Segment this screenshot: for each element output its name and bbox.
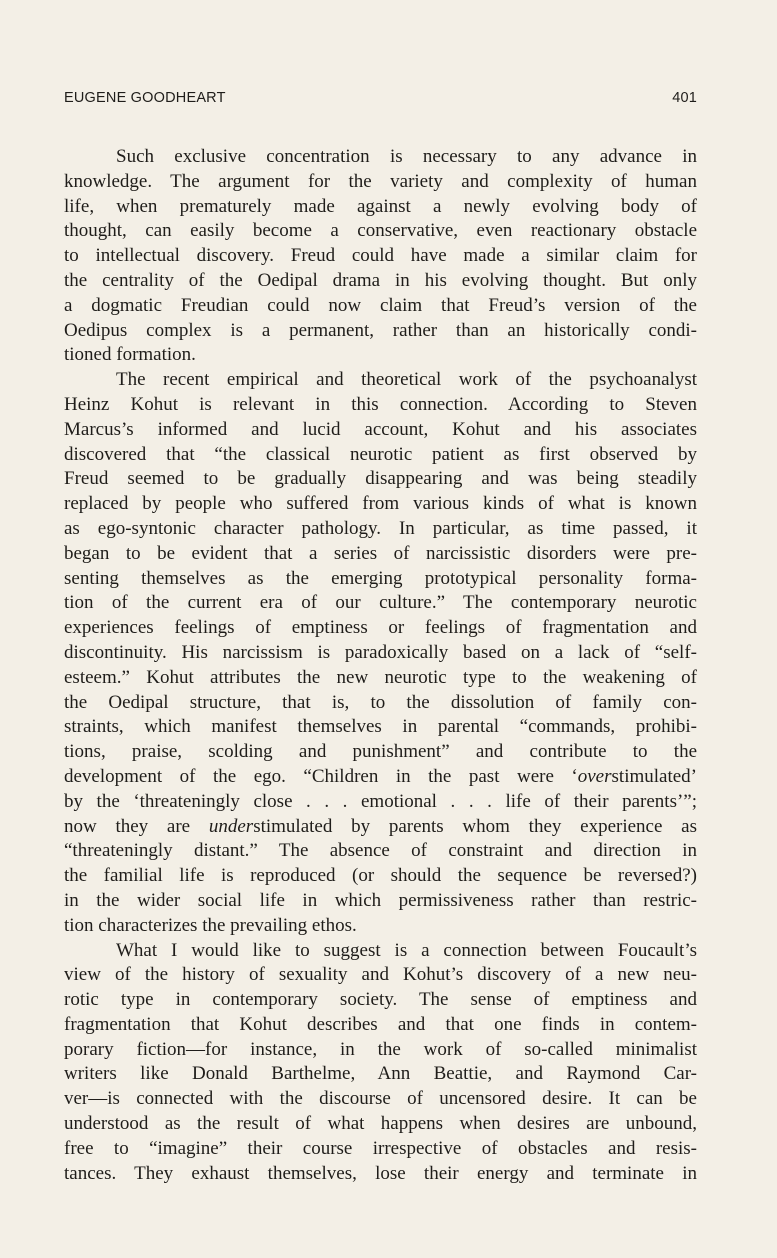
text-line-content: What I would like to suggest is a connection between Foucault’s [116,939,697,961]
text-line-content: discovered that “the classical neurotic patient as first observed by [64,443,697,465]
text-line [64,889,697,914]
italic-emphasis: over [577,765,612,787]
text-line-content: tion of the current era of our culture.” The contemporary neurotic [64,592,697,614]
text-line [64,963,697,988]
text-line [64,790,697,815]
text-line [64,244,697,269]
text-line-content: fragmentation that Kohut describes and that one finds in contem- [64,1013,697,1035]
text-line-content: by the ‘threateningly close . . . emotional . . . life of their parents’”; [64,790,697,812]
text-line [64,418,697,443]
text-line-content: straints, which manifest themselves in parental “commands, prohibi- [64,716,697,738]
text-line [64,1038,697,1063]
text-line-content: writers like Donald Barthelme, Ann Beattie, and Raymond Car- [64,1063,697,1085]
text-line-content: Heinz Kohut is relevant in this connection. According to Steven [64,393,697,415]
text-line [64,1137,697,1162]
text-line-content: porary fiction—for instance, in the work of so-called minimalist [64,1038,697,1060]
text-line-content: now they are [64,815,209,837]
text-line [64,294,697,319]
text-line-content: to intellectual discovery. Freud could have made a similar claim for [64,245,697,267]
text-line [64,1013,697,1038]
text-line-content: tances. They exhaust themselves, lose their energy and terminate in [64,1162,697,1184]
text-line-content: view of the history of sexuality and Kohut’s discovery of a new neu- [64,964,697,986]
text-line [64,269,697,294]
text-line [64,839,697,864]
text-line [64,641,697,666]
text-line-content: Marcus’s informed and lucid account, Kohut and his associates [64,418,697,440]
text-line-content: replaced by people who suffered from various kinds of what is known [64,493,697,515]
text-line [64,988,697,1013]
text-line [64,666,697,691]
text-line-content: knowledge. The argument for the variety and complexity of human [64,170,697,192]
text-line-content: Oedipus complex is a permanent, rather than an historically condi- [64,319,697,341]
text-line [64,1062,697,1087]
text-line [64,914,697,939]
text-line [64,1162,697,1187]
text-line-content: discontinuity. His narcissism is paradoxically based on a lack of “self- [64,641,697,663]
text-line-content: development of the ego. “Children in the past were ‘ [64,765,578,787]
text-line [64,567,697,592]
text-line [64,1112,697,1137]
italic-emphasis: under [208,815,254,837]
body-text [64,145,697,1186]
text-line [64,864,697,889]
text-line [64,443,697,468]
text-line [64,492,697,517]
text-line [64,219,697,244]
text-line-content: tioned formation. [64,344,196,366]
text-line [64,691,697,716]
text-line [64,616,697,641]
text-line-content: life, when prematurely made against a newly evolving body of [64,195,697,217]
text-line-tail: stimulated’ [611,765,697,787]
text-line-content: experiences feelings of emptiness or feelings of fragmentation and [64,617,697,639]
text-line-content: the Oedipal structure, that is, to the dissolution of family con- [64,691,697,713]
text-line [64,343,697,368]
text-line-content: thought, can easily become a conservative, even reactionary obstacle [64,220,697,242]
text-line-content: Freud seemed to be gradually disappearing and was being steadily [64,468,697,490]
text-line-content: senting themselves as the emerging prototypical personality forma- [64,567,697,589]
text-line-tail: stimulated by parents whom they experience as [253,815,697,837]
running-head-author: EUGENE GOODHEART [64,90,226,106]
text-line-content: the centrality of the Oedipal drama in his evolving thought. But only [64,269,697,291]
text-line-content: as ego-syntonic character pathology. In particular, as time passed, it [64,517,697,539]
text-line-content: “threateningly distant.” The absence of constraint and direction in [64,840,697,862]
text-line-content: tions, praise, scolding and punishment” and contribute to the [64,741,697,763]
text-line [64,1087,697,1112]
text-line [64,368,697,393]
text-line [64,170,697,195]
text-line-content: ver—is connected with the discourse of uncensored desire. It can be [64,1088,697,1110]
text-line [64,591,697,616]
text-line [64,542,697,567]
text-line [64,145,697,170]
text-line-content: rotic type in contemporary society. The sense of emptiness and [64,989,697,1011]
text-line-content: esteem.” Kohut attributes the new neurotic type to the weakening of [64,666,697,688]
text-line-content: Such exclusive concentration is necessary to any advance in [116,146,697,167]
text-line-content: began to be evident that a series of narcissistic disorders were pre- [64,542,697,564]
text-line-content: in the wider social life in which permissiveness rather than restric- [64,889,697,911]
text-line [64,393,697,418]
text-line-content: the familial life is reproduced (or should the sequence be reversed?) [64,865,697,887]
text-line [64,715,697,740]
text-line-content: The recent empirical and theoretical work of the psychoanalyst [116,369,697,391]
text-line-content: free to “imagine” their course irrespective of obstacles and resis- [64,1137,697,1159]
running-head [64,90,697,110]
text-line [64,319,697,344]
text-line [64,939,697,964]
text-line [64,740,697,765]
text-line [64,195,697,220]
text-line [64,765,697,790]
text-line [64,517,697,542]
text-line [64,467,697,492]
text-line-content: a dogmatic Freudian could now claim that Freud’s version of the [64,294,697,316]
text-line-content: understood as the result of what happens when desires are unbound, [64,1113,697,1135]
text-line-content: tion characterizes the prevailing ethos. [64,914,357,936]
page-number: 401 [672,90,697,106]
text-line [64,815,697,840]
